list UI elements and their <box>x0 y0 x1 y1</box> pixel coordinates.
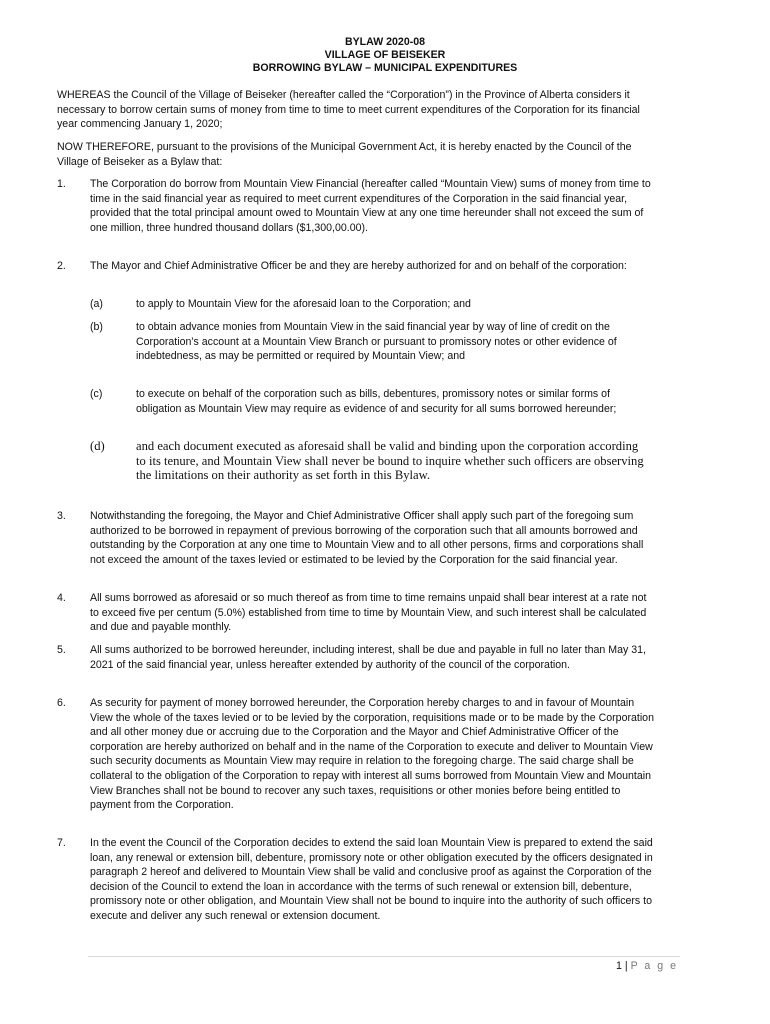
subclause-text: to obtain advance monies from Mountain View in the said financial year by way of line of credit on the Corporation’s account at a Mountain View Branch or pursuant to promissory notes or other evidence of indebtedness, as may be permitted or required by Mountain View; and <box>136 321 617 363</box>
clause-text: In the event the Council of the Corporation decides to extend the said loan Mountain View is prepared to extend the said loan, any renewal or extension bill, debenture, promissory note or other obligation executed by the officers designated in paragraph 2 hereof and delivered to Mountain View shall be valid and conclusive proof as against the Corporation of the decision of the Council to extend the loan in accordance with the terms of such renewal or extension bill, debenture, promissory note or other obligation, and Mountain View shall not be bound to inquire into the authority of such officers to execute and deliver any such renewal or extension document. <box>90 837 653 922</box>
clause-number: 7. <box>57 837 66 849</box>
clause-number: 5. <box>57 644 66 656</box>
clause-text: All sums borrowed as aforesaid or so much thereof as from time to time remains unpaid shall bear interest at a rate not to exceed five per centum (5.0%) established from time to time by Mountain View, and such interest shall be calculated and due and payable monthly. <box>90 592 647 634</box>
clause-text: The Corporation do borrow from Mountain View Financial (hereafter called “Mountain View) sums of money from time to time in the said financial year as required to meet current expenditures of the Corporation in the said financial year, provided that the total principal amount owed to Mountain View at any one time hereunder shall not exceed the sum of one million, three hundred thousand dollars ($1,300,00.00). <box>90 178 651 234</box>
bylaw-number: BYLAW 2020-08 <box>344 36 426 48</box>
page-number: 1 <box>615 960 622 972</box>
clause-number: 4. <box>57 592 66 604</box>
subclause-text: and each document executed as aforesaid shall be valid and binding upon the corporation according to its tenure, and Mountain View shall never be bound to inquire whether such officers are observing the limitations on their authority as set forth in this Bylaw. <box>136 439 644 483</box>
clause-text: Notwithstanding the foregoing, the Mayor and Chief Administrative Officer shall apply such part of the foregoing sum authorized to be borrowed in repayment of previous borrowing of the corporation such that all amounts borrowed and outstanding by the Corporation at any one time to Mountain View and to all other persons, firms and corporations shall not exceed the amount of the taxes levied or estimated to be levied by the Corporation for the said financial year. <box>90 510 644 566</box>
subclause-label: (d) <box>90 439 105 453</box>
page-footer <box>616 960 678 972</box>
clause-number: 3. <box>57 510 66 522</box>
subclause-label: (b) <box>90 321 103 333</box>
subclause-text: to apply to Mountain View for the aforesaid loan to the Corporation; and <box>136 298 471 310</box>
subclause-text: to execute on behalf of the corporation such as bills, debentures, promissory notes or similar forms of obligation as Mountain View may require as evidence of and security for all sums borrowed hereunder; <box>136 388 617 415</box>
document-title: BORROWING BYLAW – MUNICIPAL EXPENDITURES <box>252 62 518 74</box>
page-word: P a g e <box>630 960 678 972</box>
clause-text: All sums authorized to be borrowed hereunder, including interest, shall be due and payable in full no later than May 31, 2021 of the said financial year, unless hereafter extended by authority of the council of the corporation. <box>90 644 646 671</box>
clause-text: The Mayor and Chief Administrative Officer be and they are hereby authorized for and on behalf of the corporation: <box>90 260 627 272</box>
subclause-label: (a) <box>90 298 103 310</box>
footer-divider <box>88 956 680 957</box>
footer-separator: | <box>624 960 628 972</box>
clause-number: 1. <box>57 178 66 190</box>
subclause-label: (c) <box>90 388 103 400</box>
now-therefore-paragraph: NOW THEREFORE, pursuant to the provisions of the Municipal Government Act, it is hereby enacted by the Council of the Village of Beiseker as a Bylaw that: <box>57 141 632 168</box>
whereas-paragraph: WHEREAS the Council of the Village of Beiseker (hereafter called the “Corporation”) in the Province of Alberta considers it necessary to borrow certain sums of money from time to time to meet current expenditures of the Corporation for its financial year commencing January 1, 2020; <box>57 89 640 131</box>
clause-number: 6. <box>57 697 66 709</box>
clause-text: As security for payment of money borrowed hereunder, the Corporation hereby charges to and in favour of Mountain View the whole of the taxes levied or to be levied by the corporation, requisitions made or to be made by the Corporation and all other money due or accruing due to the Corporation and the Mayor and Chief Administrative Officer of the corporation are hereby authorized on behalf and in the name of the Corporation to execute and deliver to Mountain View such security documents as Mountain View may require in relation to the foregoing charge. The said charge shall be collateral to the obligation of the Corporation to repay with interest all sums borrowed from Mountain View and Mountain View Branches shall not be bound to recover any such taxes, requisitions or other monies before being entitled to payment from the Corporation. <box>90 697 654 812</box>
clause-number: 2. <box>57 260 66 272</box>
municipality-name: VILLAGE OF BEISEKER <box>324 49 446 61</box>
